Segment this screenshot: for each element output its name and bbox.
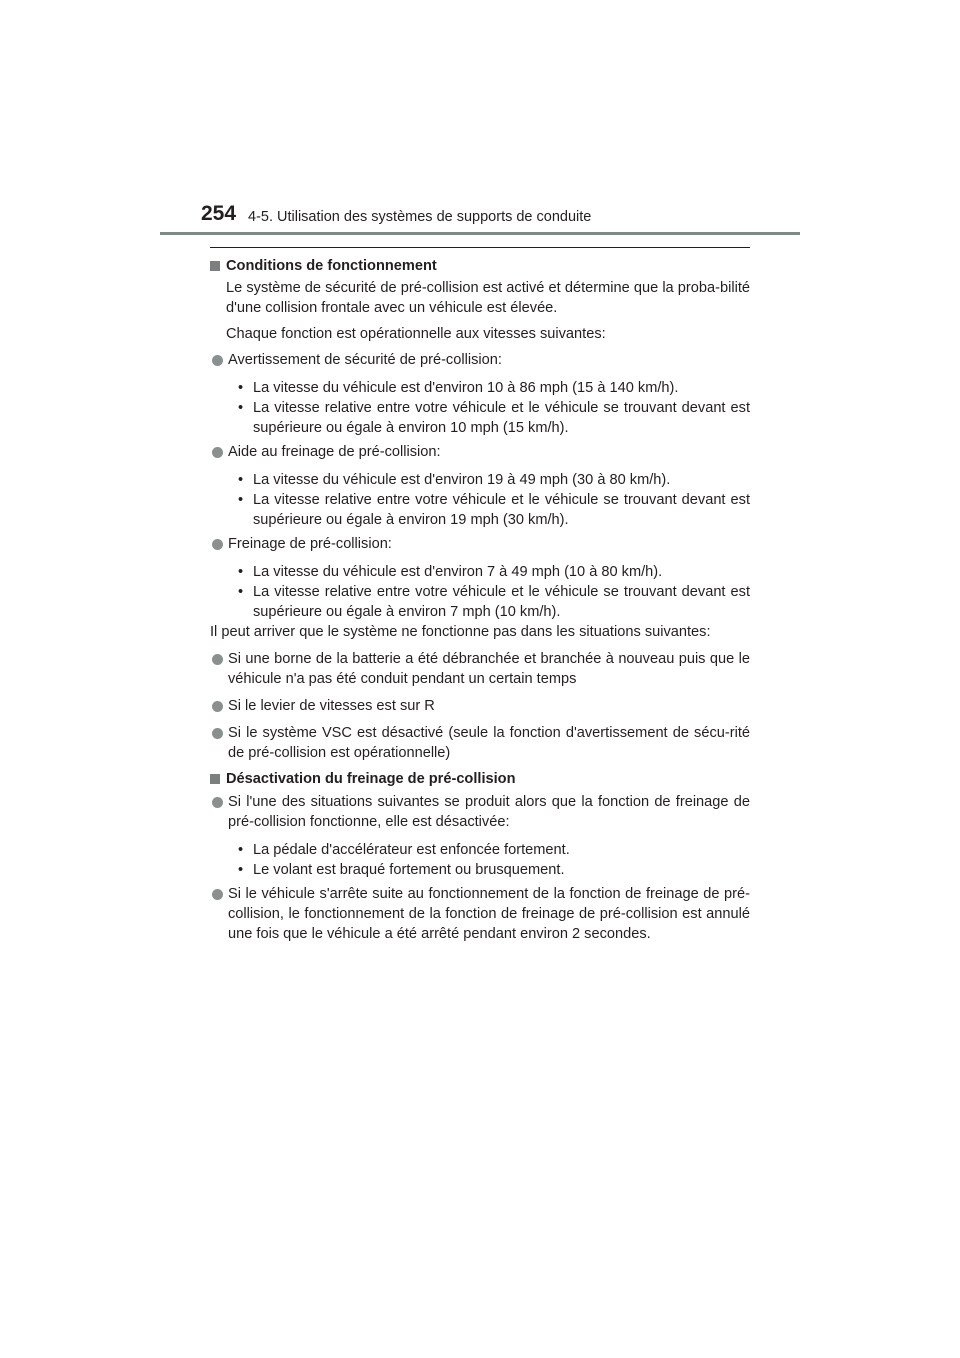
list-item	[238, 398, 750, 438]
dot-bullet-icon: •	[238, 842, 244, 858]
section-title: 4-5. Utilisation des systèmes de supports de conduite	[248, 209, 592, 225]
square-bullet-icon	[210, 261, 220, 271]
conditions-intro: Le système de sécurité de pré-collision est activé et détermine que la proba-bilité d'une collision frontale avec un véhicule est élevée.	[226, 280, 750, 316]
round-bullet-icon	[212, 889, 223, 900]
dot-bullet-icon: •	[238, 492, 244, 508]
bullet-text: Freinage de pré-collision:	[228, 536, 392, 552]
dot-bullet-icon: •	[238, 400, 244, 416]
page-number: 254	[201, 202, 237, 225]
bullet-deactivation-case2	[210, 884, 750, 944]
header-rule	[160, 232, 800, 235]
list-item	[238, 860, 750, 880]
square-bullet-icon	[210, 774, 220, 784]
dot-bullet-icon: •	[238, 380, 244, 396]
heading-deactivation-text: Désactivation du freinage de pré-collision	[226, 771, 516, 787]
heading-conditions-text: Conditions de fonctionnement	[226, 258, 437, 274]
heading-deactivation	[210, 769, 750, 789]
bullet-deactivation-case1	[210, 792, 750, 832]
list-item	[238, 490, 750, 530]
list-item-text: La vitesse relative entre votre véhicule et le véhicule se trouvant devant est supérieure ou égale à environ 7 mph (10 km/h).	[253, 584, 750, 620]
bullet-text: Si le véhicule s'arrête suite au fonctionnement de la fonction de freinage de pré-collision, le fonctionnement de la fonction de freinage de pré-collision est annulé une fois que le véhicule a été arrêté pendant environ 2 secondes.	[228, 886, 750, 942]
bullet-text: Si le système VSC est désactivé (seule la fonction d'avertissement de sécu-rité de pré-collision est opérationnelle)	[228, 725, 750, 761]
list-item	[238, 582, 750, 622]
bullet-situation-battery	[210, 649, 750, 689]
dot-bullet-icon: •	[238, 472, 244, 488]
dot-bullet-icon: •	[238, 862, 244, 878]
round-bullet-icon	[212, 701, 223, 712]
bullet-text: Si le levier de vitesses est sur R	[228, 698, 435, 714]
list-item-text: La vitesse relative entre votre véhicule et le véhicule se trouvant devant est supérieure ou égale à environ 19 mph (30 km/h).	[253, 492, 750, 528]
may-not-work-text: Il peut arriver que le système ne fonctionne pas dans les situations suivantes:	[210, 624, 711, 640]
list-item	[238, 840, 750, 860]
dot-bullet-icon: •	[238, 584, 244, 600]
bullet-braking	[210, 534, 750, 554]
content-top-rule	[210, 247, 750, 248]
list-item-text: Le volant est braqué fortement ou brusquement.	[253, 862, 565, 878]
bullet-text: Si une borne de la batterie a été débranchée et branchée à nouveau puis que le véhicule n'a pas été conduit pendant un certain temps	[228, 651, 750, 687]
list-item	[238, 562, 750, 582]
list-item-text: La vitesse du véhicule est d'environ 19 à 49 mph (30 à 80 km/h).	[253, 472, 671, 488]
list-item	[238, 470, 750, 490]
bullet-text: Si l'une des situations suivantes se produit alors que la fonction de freinage de pré-collision fonctionne, elle est désactivée:	[228, 794, 750, 830]
list-item-text: La vitesse du véhicule est d'environ 7 à 49 mph (10 à 80 km/h).	[253, 564, 663, 580]
content	[210, 256, 750, 944]
bullet-situation-reverse	[210, 696, 750, 716]
bullet-text: Avertissement de sécurité de pré-collision:	[228, 352, 502, 368]
round-bullet-icon	[212, 654, 223, 665]
speeds-intro: Chaque fonction est opérationnelle aux vitesses suivantes:	[226, 326, 606, 342]
round-bullet-icon	[212, 797, 223, 808]
round-bullet-icon	[212, 539, 223, 550]
bullet-text: Aide au freinage de pré-collision:	[228, 444, 441, 460]
list-item	[238, 378, 750, 398]
bullet-brake-assist	[210, 442, 750, 462]
list-item-text: La vitesse du véhicule est d'environ 10 à 86 mph (15 à 140 km/h).	[253, 380, 679, 396]
bullet-situation-vsc	[210, 723, 750, 763]
round-bullet-icon	[212, 355, 223, 366]
list-item-text: La pédale d'accélérateur est enfoncée fortement.	[253, 842, 570, 858]
heading-conditions	[210, 256, 750, 276]
bullet-warning	[210, 350, 750, 370]
dot-bullet-icon: •	[238, 564, 244, 580]
round-bullet-icon	[212, 447, 223, 458]
list-item-text: La vitesse relative entre votre véhicule et le véhicule se trouvant devant est supérieure ou égale à environ 10 mph (15 km/h).	[253, 400, 750, 436]
round-bullet-icon	[212, 728, 223, 739]
